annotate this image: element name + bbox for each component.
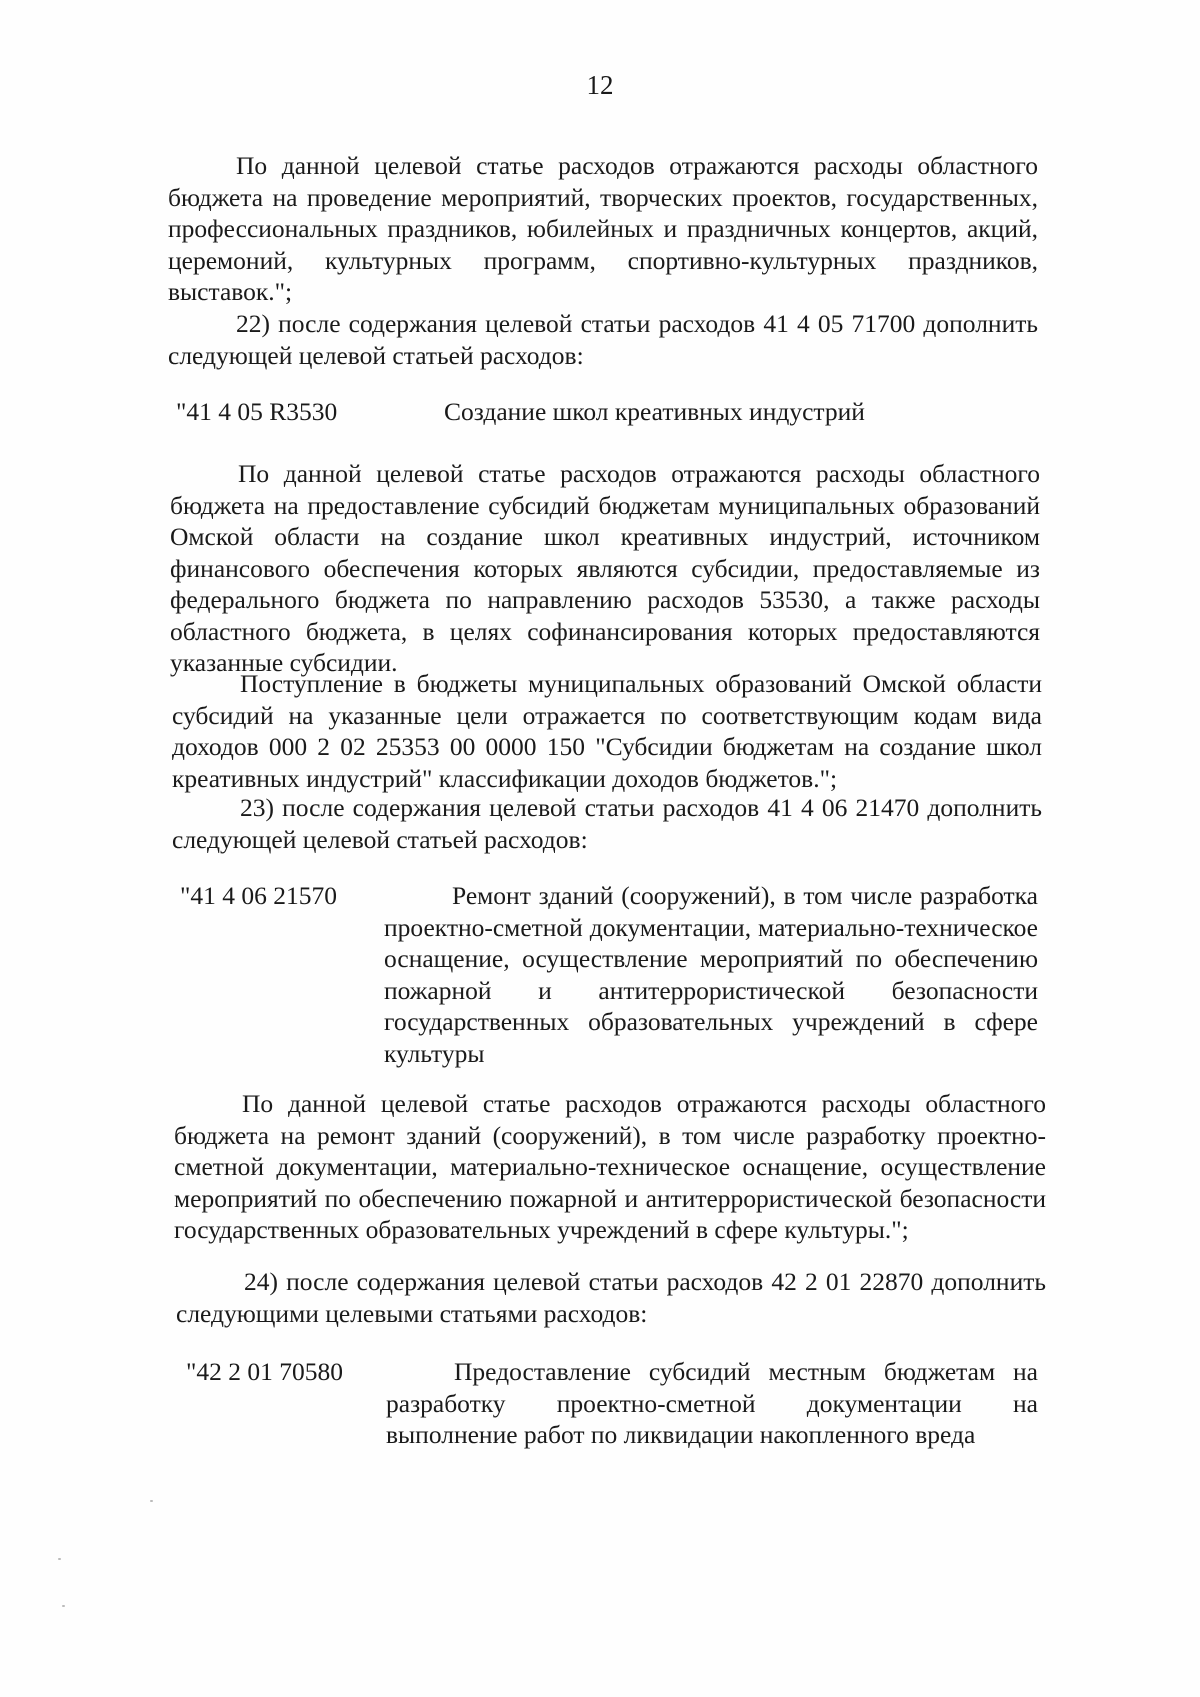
budget-code: "41 4 05 R3530 xyxy=(176,397,338,426)
paragraph-expense-description-3 xyxy=(174,1088,1046,1246)
budget-entry-title: Ремонт зданий (сооружений), в том числе разработка проектно-сметной документации, материально-техническое оснащение, осуществление мероприятий по обеспечению пожарной и антитеррористической безопасности государственных образовательных учреждений в сфере культуры xyxy=(384,881,1038,1068)
paragraph-revenue-codes xyxy=(172,668,1042,794)
page-number: 12 xyxy=(586,70,614,100)
paragraph-item-24 xyxy=(176,1266,1046,1329)
budget-entry-title: Создание школ креативных индустрий xyxy=(444,397,865,426)
paragraph-item-22 xyxy=(168,308,1038,371)
paragraph-text: 24) после содержания целевой статьи расходов 42 2 01 22870 дополнить следующими целевыми статьями расходов: xyxy=(176,1267,1046,1328)
paragraph-text: По данной целевой статье расходов отражаются расходы областного бюджета на проведение мероприятий, творческих проектов, государственных, профессиональных праздников, юбилейных и праздничных концертов, акций, церемоний, культурных программ, спортивно-культурных праздников, выставок."; xyxy=(168,151,1038,306)
budget-entry-title: Предоставление субсидий местным бюджетам на разработку проектно-сметной документации на выполнение работ по ликвидации накопленного вреда xyxy=(386,1357,1038,1449)
budget-code: "42 2 01 70580 xyxy=(186,1357,344,1386)
scan-speck xyxy=(150,1500,153,1502)
paragraph-text: 23) после содержания целевой статьи расходов 41 4 06 21470 дополнить следующей целевой статьей расходов: xyxy=(172,793,1042,854)
paragraph-text: По данной целевой статье расходов отражаются расходы областного бюджета на предоставление субсидий бюджетам муниципальных образований Омской области на создание школ креативных индустрий, источником финансового обеспечения которых являются субсидии, предоставляемые из федерального бюджета по направлению расходов 53530, а также расходы областного бюджета, в целях софинансирования которых предоставляются указанные субсидии. xyxy=(170,459,1040,677)
budget-entry-3 xyxy=(186,1356,1038,1456)
budget-entry-2 xyxy=(180,880,1038,1080)
paragraph-item-23 xyxy=(172,792,1042,855)
paragraph-text: По данной целевой статье расходов отражаются расходы областного бюджета на ремонт зданий (сооружений), в том числе разработку проектно-сметной документации, материально-техническое оснащение, осуществление мероприятий по обеспечению пожарной и антитеррористической безопасности государственных образовательных учреждений в сфере культуры."; xyxy=(174,1089,1046,1244)
paragraph-text: Поступление в бюджеты муниципальных образований Омской области субсидий на указанные цели отражается по соответствующим кодам вида доходов 000 2 02 25353 00 0000 150 "Субсидии бюджетам на создание школ креативных индустрий" классификации доходов бюджетов."; xyxy=(172,669,1042,793)
budget-entry-1 xyxy=(176,396,1038,428)
scan-speck xyxy=(58,1558,61,1560)
scan-speck xyxy=(62,1605,65,1607)
paragraph-expense-description-1 xyxy=(168,150,1038,308)
paragraph-expense-description-2 xyxy=(170,458,1040,679)
budget-code: "41 4 06 21570 xyxy=(180,881,338,910)
paragraph-text: 22) после содержания целевой статьи расходов 41 4 05 71700 дополнить следующей целевой статьей расходов: xyxy=(168,309,1038,370)
